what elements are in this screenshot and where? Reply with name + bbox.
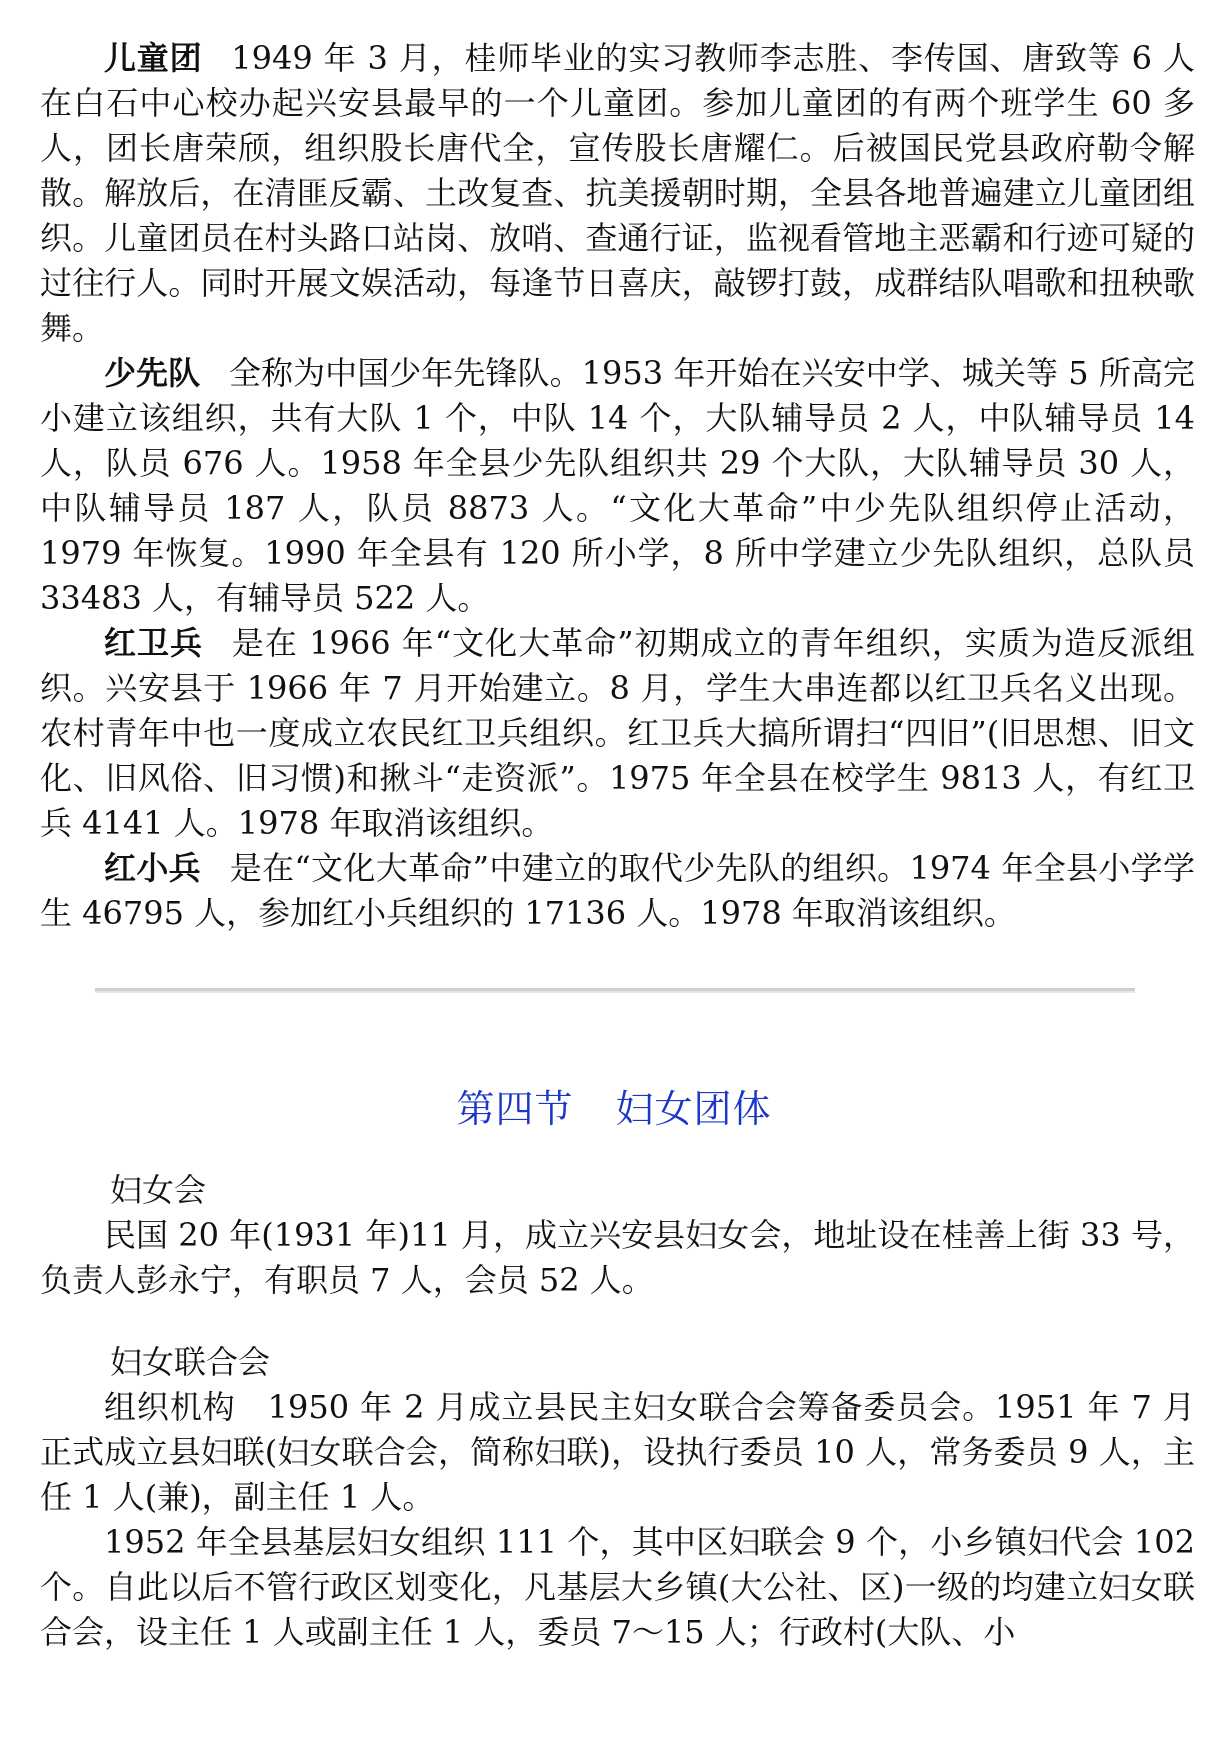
- horizontal-divider: [95, 988, 1135, 993]
- subheading-womens-association: 妇女会: [110, 1171, 207, 1209]
- paragraph-red-guards: [40, 621, 1195, 846]
- paragraph-body: 是在“文化大革命”中建立的取代少先队的组织。1974 年全县小学学生 46795 人，参加红小兵组织的 17136 人。1978 年取消该组织。: [40, 849, 1195, 932]
- section-heading: [0, 1078, 1228, 1133]
- upper-text-block: [40, 36, 1195, 936]
- paragraph-body: 1949 年 3 月，桂师毕业的实习教师李志胜、李传国、唐致等 6 人在白石中心校办起兴安县最早的一个儿童团。参加儿童团的有两个班学生 60 多人，团长唐荣颀，组织股长唐代全，宣传股长唐耀仁。后被国民党县政府勒令解散。解放后，在清匪反霸、土改复查、抗美援朝时期，全县各地普遍建立儿童团组织。儿童团员在村头路口站岗、放哨、查通行证，监视看管地主恶霸和行迹可疑的过往行人。同时开展文娱活动，每逢节日喜庆，敲锣打鼓，成群结队唱歌和扭秧歌舞。: [40, 39, 1195, 347]
- paragraph-young-pioneers: [40, 351, 1195, 621]
- paragraph-womens-association: 民国 20 年(1931 年)11 月，成立兴安县妇女会，地址设在桂善上街 33 号，负责人彭永宁，有职员 7 人，会员 52 人。: [40, 1216, 1195, 1299]
- paragraph-little-red-soldiers: [40, 846, 1195, 936]
- lower-text-block: [40, 1168, 1195, 1655]
- paragraph-body: 全称为中国少年先锋队。1953 年开始在兴安中学、城关等 5 所高完小建立该组织，共有大队 1 个，中队 14 个，大队辅导员 2 人，中队辅导员 14 人，队员 676 人。1958 年全县少先队组织共 29 个大队，大队辅导员 30 人，中队辅导员 187 人，队员 8873 人。“文化大革命”中少先队组织停止活动，1979 年恢复。1990 年全县有 120 所小学，8 所中学建立少先队组织，总队员 33483 人，有辅导员 522 人。: [40, 354, 1195, 617]
- section-title-text: 妇女团体: [615, 1087, 772, 1131]
- label-organization: 组织机构: [104, 1388, 236, 1426]
- paragraph-organization: [40, 1385, 1195, 1520]
- section-number: 第四节: [456, 1087, 574, 1131]
- paragraph-grassroots: 1952 年全县基层妇女组织 111 个，其中区妇联会 9 个，小乡镇妇代会 102 个。自此以后不管行政区划变化，凡基层大乡镇(大公社、区)一级的均建立妇女联合会，设主任 1 人或副主任 1 人，委员 7～15 人；行政村(大队、小: [40, 1523, 1195, 1651]
- term-little-red-soldiers: 红小兵: [104, 849, 201, 887]
- paragraph-body: 1950 年 2 月成立县民主妇女联合会筹备委员会。1951 年 7 月正式成立县妇联(妇女联合会，简称妇联)，设执行委员 10 人，常务委员 9 人，主任 1 人(兼)，副主任 1 人。: [40, 1388, 1195, 1516]
- term-red-guards: 红卫兵: [104, 624, 204, 662]
- paragraph-children-corps: [40, 36, 1195, 351]
- subheading-womens-federation: 妇女联合会: [110, 1343, 271, 1381]
- term-young-pioneers: 少先队: [104, 354, 201, 392]
- term-children-corps: 儿童团: [104, 39, 203, 77]
- paragraph-body: 是在 1966 年“文化大革命”初期成立的青年组织，实质为造反派组织。兴安县于 1966 年 7 月开始建立。8 月，学生大串连都以红卫兵名义出现。农村青年中也一度成立农民红卫兵组织。红卫兵大搞所谓扫“四旧”(旧思想、旧文化、旧风俗、旧习惯)和揪斗“走资派”。1975 年全县在校学生 9813 人，有红卫兵 4141 人。1978 年取消该组织。: [40, 624, 1195, 842]
